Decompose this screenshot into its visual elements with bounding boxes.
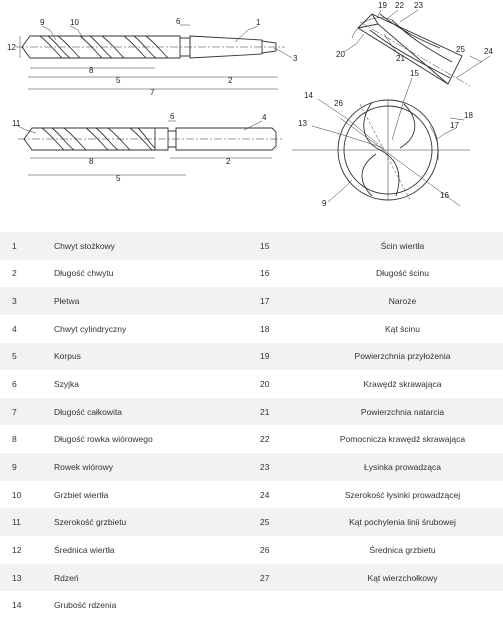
callout-2-a: 2 [228, 76, 233, 85]
legend-term: Ścin wiertła [302, 232, 503, 260]
legend-term: Naroże [302, 287, 503, 315]
callout-6-b: 6 [170, 112, 175, 121]
legend-row [0, 343, 503, 371]
callout-4: 4 [262, 113, 267, 122]
legend-term: Długość całkowita [54, 398, 260, 426]
legend-row [0, 536, 503, 564]
legend-term: Powierzchnia przyłożenia [302, 343, 503, 371]
legend-number: 2 [12, 268, 17, 279]
legend-number: 8 [12, 434, 17, 445]
legend-term: Płetwa [54, 287, 260, 315]
callout-13: 13 [298, 119, 307, 128]
callout-20: 20 [336, 50, 345, 59]
callout-7: 7 [150, 88, 155, 97]
legend-number: 12 [12, 544, 22, 555]
callout-9: 9 [40, 18, 45, 27]
callout-2-b: 2 [226, 157, 231, 166]
legend-term: Powierzchnia natarcia [302, 398, 503, 426]
callout-18: 18 [464, 111, 473, 120]
straight-shank-drill [16, 121, 282, 175]
legend-term: Pomocnicza krawędź skrawająca [339, 434, 466, 445]
legend-number: 7 [0, 398, 54, 426]
legend-term: Średnica wiertła [54, 544, 115, 555]
legend-number: 22 [260, 434, 270, 445]
legend-number: 3 [0, 287, 54, 315]
legend-number: 9 [0, 453, 54, 481]
legend-term: Długość ścinu [376, 268, 429, 279]
legend-term: Grubość rdzenia [54, 600, 117, 611]
legend-term: Długość chwytu [54, 268, 114, 279]
legend-number: 10 [12, 489, 22, 500]
legend-number: 24 [260, 489, 270, 500]
legend-row [0, 315, 503, 343]
callout-24: 24 [484, 47, 493, 56]
callout-10: 10 [70, 18, 79, 27]
callout-8-b: 8 [89, 157, 94, 166]
legend-row [0, 453, 503, 481]
legend-term: Korpus [54, 343, 260, 371]
callout-9-b: 9 [322, 199, 327, 208]
legend-term: Długość rowka wiórowego [54, 434, 153, 445]
drill-drawings [0, 0, 503, 232]
drill-diagram [0, 0, 503, 232]
legend-number: 11 [0, 508, 54, 536]
legend-number: 18 [260, 323, 270, 334]
callout-21: 21 [396, 54, 405, 63]
callout-5-a: 5 [116, 76, 121, 85]
legend-term: Szyjka [54, 379, 80, 390]
callout-6: 6 [176, 17, 181, 26]
callout-16: 16 [440, 191, 449, 200]
legend-number: 23 [260, 453, 302, 481]
legend-term: Chwyt cylindryczny [54, 323, 127, 334]
callout-11: 11 [12, 119, 21, 128]
callout-3: 3 [293, 54, 298, 63]
legend-term: Średnica grzbietu [369, 544, 436, 555]
legend-number: 4 [12, 323, 17, 334]
legend-row [0, 591, 503, 619]
legend-row [0, 564, 503, 592]
legend-term: Kąt wierzchołkowy [302, 564, 503, 592]
callout-15: 15 [410, 69, 419, 78]
legend-number: 27 [260, 564, 302, 592]
legend-number: 1 [0, 232, 54, 260]
callout-17: 17 [450, 121, 459, 130]
legend-term: Rowek wiórowy [54, 453, 260, 481]
legend-number: 5 [0, 343, 54, 371]
legend-term: Krawędź skrawająca [363, 379, 442, 390]
legend-number: 19 [260, 343, 302, 371]
legend-number: 15 [260, 232, 302, 260]
legend-number [260, 591, 302, 619]
legend-number: 20 [260, 379, 270, 390]
legend-term: Rdzeń [54, 564, 260, 592]
legend-body [0, 232, 503, 619]
legend-row [0, 481, 503, 509]
legend-number: 16 [260, 268, 270, 279]
legend-number: 26 [260, 544, 270, 555]
legend-term: Grzbiet wiertła [54, 489, 109, 500]
legend-term: Kąt ścinu [385, 323, 420, 334]
legend-number: 21 [260, 398, 302, 426]
callout-23: 23 [414, 1, 423, 10]
callout-14: 14 [304, 91, 313, 100]
legend-row [0, 260, 503, 288]
callout-12: 12 [7, 43, 16, 52]
legend-number: 25 [260, 508, 302, 536]
legend-term: Kąt pochylenia linii śrubowej [302, 508, 503, 536]
legend-number: 17 [260, 287, 302, 315]
legend-row [0, 370, 503, 398]
parts-legend-table [0, 232, 503, 619]
legend-row [0, 287, 503, 315]
legend-row [0, 232, 503, 260]
callout-19: 19 [378, 1, 387, 10]
callout-22: 22 [395, 1, 404, 10]
taper-shank-drill [16, 25, 292, 89]
callout-8-a: 8 [89, 66, 94, 75]
callout-25: 25 [456, 45, 465, 54]
legend-term: Szerokość grzbietu [54, 508, 260, 536]
callout-26: 26 [334, 99, 343, 108]
legend-term: Łysinka prowadząca [302, 453, 503, 481]
legend-row [0, 398, 503, 426]
legend-number: 14 [12, 600, 22, 611]
drill-cross-section [292, 78, 470, 206]
legend-row [0, 425, 503, 453]
legend-term: Chwyt stożkowy [54, 232, 260, 260]
legend-number: 13 [0, 564, 54, 592]
legend-number: 6 [12, 379, 17, 390]
callout-5-b: 5 [116, 174, 121, 183]
callout-1: 1 [256, 18, 261, 27]
legend-row [0, 508, 503, 536]
legend-term [302, 591, 503, 619]
legend-term: Szerokość łysinki prowadzącej [344, 489, 461, 500]
